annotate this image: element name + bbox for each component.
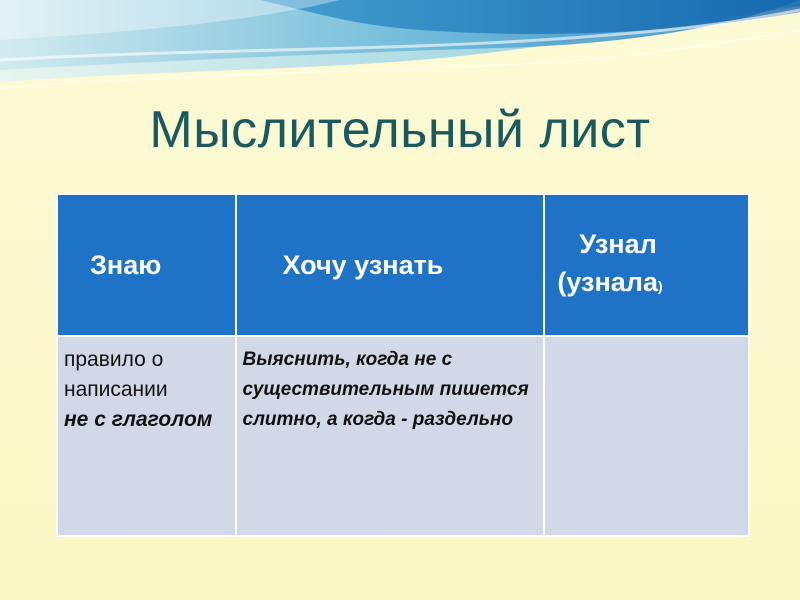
header-learned-alt-label: (узнала [557,267,658,297]
cell-know-text: правило о написании [64,348,168,401]
table-row [57,336,749,536]
header-want-to-know-label: Хочу узнать [282,249,444,280]
cell-know-emphasis: не с глаголом [64,408,213,431]
table-header-row [57,194,749,336]
kwl-table [56,193,750,537]
header-learned-alt [557,263,748,305]
cell-want-to-know [236,336,545,536]
cell-learned [544,336,749,536]
header-want-to-know [236,194,545,336]
header-know [57,194,236,336]
wave-header-decoration [0,0,800,110]
slide-title: Мыслительный лист [149,101,651,159]
header-learned-paren: ) [657,278,663,294]
cell-know [57,336,236,536]
header-learned-label: Узнал [579,229,657,259]
cell-want-to-know-text: Выяснить, когда не с существительным пишется слитно, а когда - раздельно [242,349,529,430]
header-know-label: Знаю [90,249,162,280]
header-learned [544,194,749,336]
thinking-sheet-table [56,193,750,519]
